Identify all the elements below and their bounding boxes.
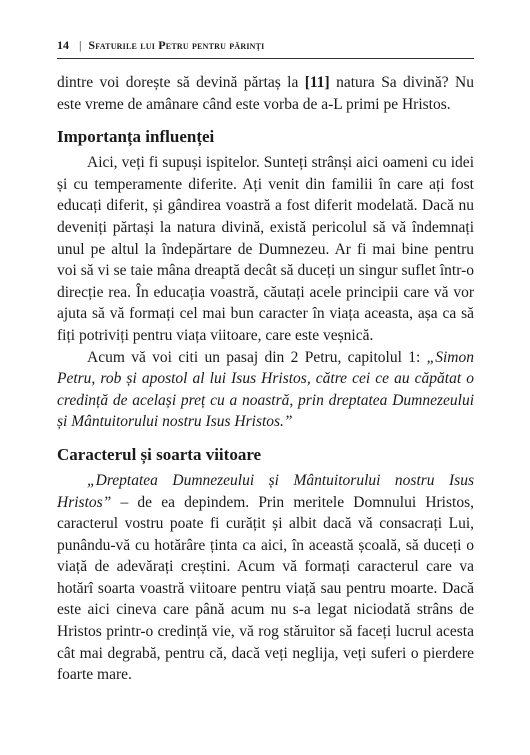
- running-head: [57, 37, 473, 53]
- paragraph-text: Acum vă voi citi un pasaj din 2 Petru, capitolul 1:: [87, 348, 427, 366]
- body-text: [57, 72, 474, 686]
- header-rule: [57, 58, 474, 59]
- paragraph-text: natura Sa divină? Nu este vreme de amânare când este vorba de a-L primi pe Hristos.: [57, 74, 474, 113]
- paragraph-influence: Aici, veți fi supuși ispitelor. Sunteți strânși aici oameni cu idei și cu temperamente diferite. Ați venit din familii în care ați fost educați diferit, și gândirea voastră a fost diferit modelată. Dacă nu deveniți părtași la natura divină, există pericolul să vă îndemnați unul pe altul la îndepărtare de Dumnezeu. Ar fi mai bine pentru voi să vi se taie mâna dreaptă decât să duceți un singur suflet într-o direcție rea. În educația voastră, căutați acele principii care vă vor ajuta să vă formați cel mai bun caracter în viața aceasta, așa ca să fiți potriviți pentru viața viitoare, care este veșnică.: [57, 154, 474, 344]
- paragraph-scripture: [57, 347, 474, 433]
- page-number: 14: [57, 38, 69, 52]
- section-heading-character: Caracterul și soarta viitoare: [57, 444, 262, 464]
- paragraph-text: – de ea depindem. Prin meritele Domnului Hristos, caracterul vostru poate fi curățit și albit dacă vă consacrați Lui, punându-vă cu hotărâre ținta ca aici, în această școală, să duceți o viață de adevărați creștini. Acum vă formați caracterul care va hotărî soarta voastră viitoare pentru viață sau pentru moarte. Dacă este aici cineva care până acum nu s-a legat niciodată strâns de Hristos printr-o credință vie, vă rog stăruitor să faceți lucrul acesta cât mai degrabă, pentru că, dacă veți neglija, veți suferi o pierdere foarte mare.: [57, 493, 474, 684]
- paragraph-text: dintre voi dorește să devină părtaș la: [57, 74, 305, 91]
- paragraph-continuation: [57, 72, 474, 115]
- scripture-quote: „Dreptatea Dumnezeului și Mântuitorului nostru Isus Hristos”: [57, 471, 474, 511]
- page-reference: [11]: [304, 74, 330, 91]
- scripture-quote: „Simon Petru, rob și apostol al lui Isus Hristos, către cei ce au căpătat o credință de același preț cu a noastră, prin dreptatea Dumnezeului și Mântuitorului nostru Isus Hristos.”: [57, 348, 474, 431]
- section-heading-influence: Importanța influenței: [57, 127, 215, 147]
- header-separator: |: [79, 38, 82, 52]
- book-title: Sfaturile lui Petru pentru părinți: [88, 38, 265, 52]
- paragraph-character: [57, 470, 474, 686]
